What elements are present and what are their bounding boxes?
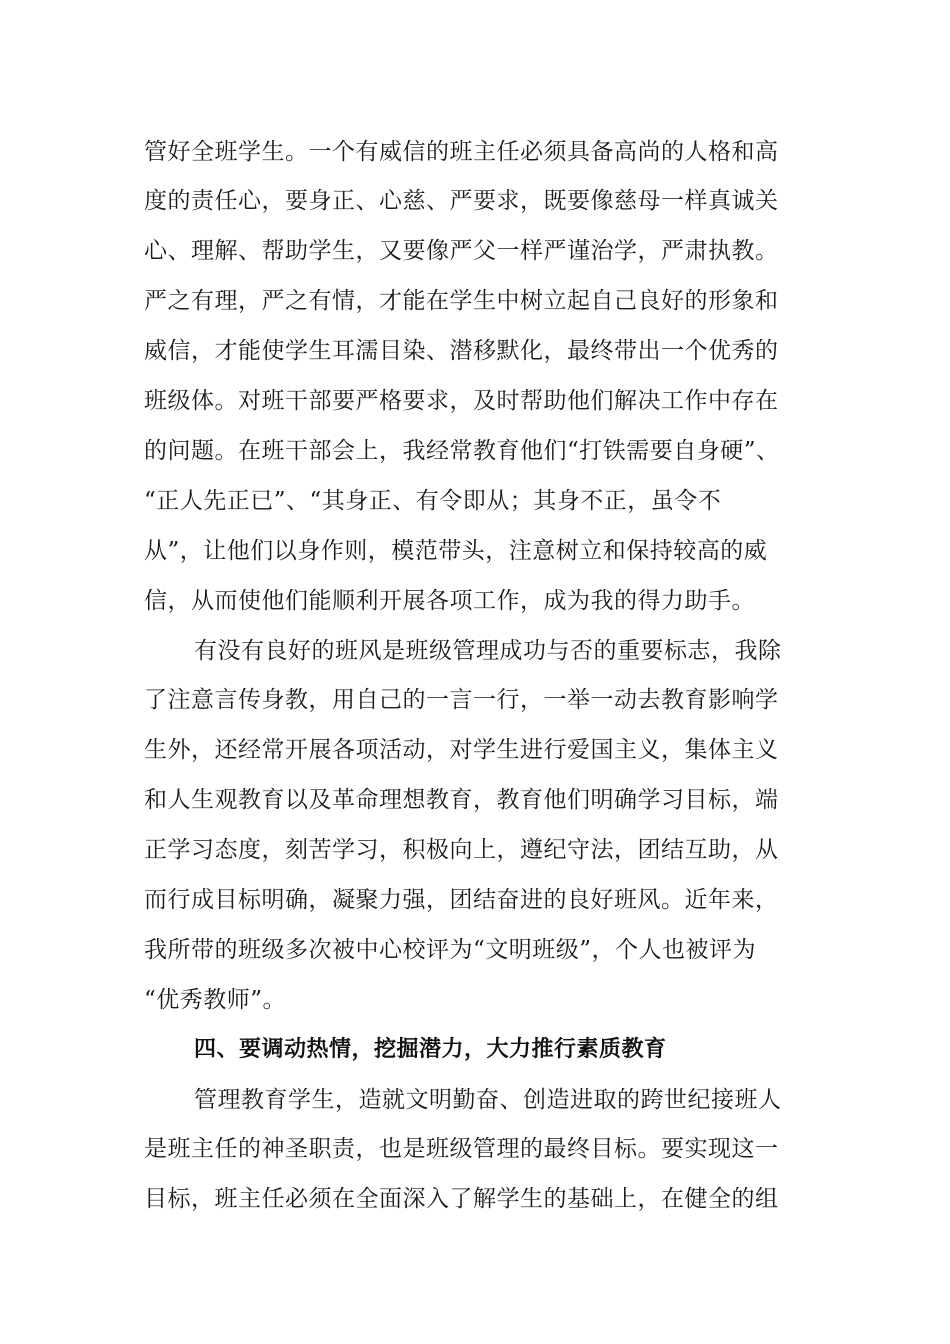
text-line: 的问题。在班干部会上，我经常教育他们“打铁需要自身硬”、: [144, 438, 780, 464]
paragraph-first-line: 管理教育学生，造就文明勤奋、创造进取的跨世纪接班人: [194, 1087, 782, 1113]
text-line: 心、理解、帮助学生，又要像严父一样严谨治学，严肃执教。: [144, 238, 779, 264]
text-line: 和人生观教育以及革命理想教育，教育他们明确学习目标，端: [144, 787, 779, 813]
section-heading: 四、要调动热情，挖掘潜力，大力推行素质教育: [194, 1037, 667, 1062]
text-line: 是班主任的神圣职责，也是班级管理的最终目标。要实现这一: [144, 1136, 779, 1162]
text-line: “优秀教师”。: [144, 987, 287, 1013]
text-line: 从”，让他们以身作则，模范带头，注意树立和保持较高的威: [144, 538, 768, 564]
text-line: 严之有理，严之有情，才能在学生中树立起自己良好的形象和: [144, 288, 779, 314]
text-line: 威信，才能使学生耳濡目染、潜移默化，最终带出一个优秀的: [144, 338, 779, 364]
text-line: 管好全班学生。一个有威信的班主任必须具备高尚的人格和高: [144, 139, 779, 165]
text-line: 而行成目标明确，凝聚力强，团结奋进的良好班风。近年来，: [144, 887, 779, 913]
text-line: 度的责任心，要身正、心慈、严要求，既要像慈母一样真诚关: [144, 188, 779, 214]
text-line: 目标，班主任必须在全面深入了解学生的基础上，在健全的组: [144, 1186, 779, 1212]
text-line: 信，从而使他们能顺利开展各项工作，成为我的得力助手。: [144, 588, 755, 614]
text-line: “正人先正已”、“其身正、有令即从；其身不正，虽令不: [144, 488, 722, 514]
text-line: 我所带的班级多次被中心校评为“文明班级”，个人也被评为: [144, 937, 757, 963]
text-line: 班级体。对班干部要严格要求，及时帮助他们解决工作中存在: [144, 388, 779, 414]
text-line: 正学习态度，刻苦学习，积极向上，遵纪守法，团结互助，从: [144, 837, 779, 863]
text-line: 生外，还经常开展各项活动，对学生进行爱国主义，集体主义: [144, 737, 779, 763]
text-line: 了注意言传身教，用自己的一言一行，一举一动去教育影响学: [144, 687, 779, 713]
paragraph-first-line: 有没有良好的班风是班级管理成功与否的重要标志，我除: [194, 638, 782, 664]
